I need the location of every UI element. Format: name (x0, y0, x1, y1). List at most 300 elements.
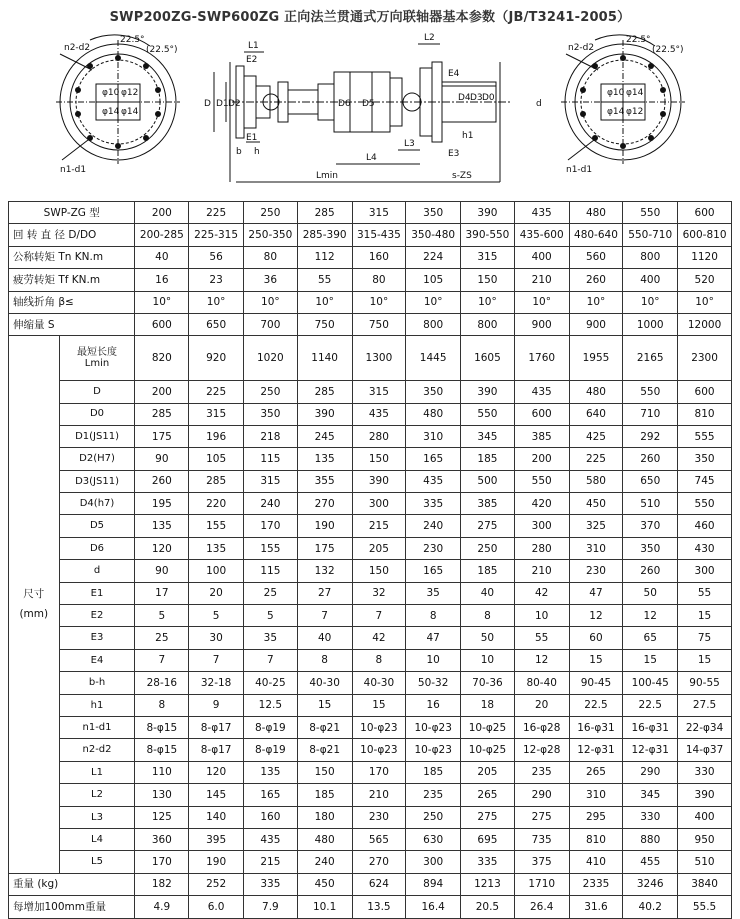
right-mark-2: φ14 (626, 88, 644, 98)
value-cell: 185 (406, 761, 461, 783)
value-cell: 8-φ17 (189, 717, 244, 739)
row-label-cell: 轴线折角 β≤ (9, 291, 135, 313)
value-cell: 8-φ19 (244, 717, 298, 739)
value-cell: 30 (189, 627, 244, 649)
value-cell: 50 (461, 627, 515, 649)
value-cell: 165 (406, 448, 461, 470)
dim-L2: L2 (424, 33, 435, 43)
table-row (9, 649, 732, 671)
value-cell: 10-φ23 (352, 739, 406, 761)
value-cell: 315-435 (352, 224, 406, 246)
value-cell: 265 (569, 761, 623, 783)
table-row (9, 336, 732, 381)
value-cell: 810 (678, 403, 732, 425)
table-row (9, 582, 732, 604)
value-cell: 230 (406, 537, 461, 559)
value-cell: 385 (461, 493, 515, 515)
value-cell: 42 (352, 627, 406, 649)
value-cell: 600 (514, 403, 569, 425)
value-cell: 580 (569, 470, 623, 492)
dim-D3: D3 (470, 93, 483, 103)
value-cell: 2335 (569, 873, 623, 895)
value-cell: 550 (514, 470, 569, 492)
value-cell: 230 (352, 806, 406, 828)
value-cell: 3246 (623, 873, 678, 895)
table-row (9, 493, 732, 515)
sub-label-cell: D5 (59, 515, 135, 537)
value-cell: 10° (135, 291, 189, 313)
value-cell: 17 (135, 582, 189, 604)
value-cell: 880 (623, 828, 678, 850)
value-cell: 225 (189, 381, 244, 403)
value-cell: 390 (297, 403, 352, 425)
value-cell: 210 (514, 560, 569, 582)
value-cell: 1120 (678, 246, 732, 268)
value-cell: 1000 (623, 313, 678, 335)
value-cell: 290 (623, 761, 678, 783)
value-cell: 20.5 (461, 896, 515, 918)
value-cell: 335 (406, 493, 461, 515)
left-mark-2: φ12 (121, 88, 139, 98)
dim-D5: D5 (362, 99, 375, 109)
value-cell: 100 (189, 560, 244, 582)
table-row (9, 448, 732, 470)
value-cell: 350 (406, 381, 461, 403)
right-mark-1: φ10 (607, 88, 625, 98)
left-angle-label: 22.5° (120, 35, 145, 45)
value-cell: 36 (244, 269, 298, 291)
value-cell: 135 (297, 448, 352, 470)
value-cell: 435 (514, 202, 569, 224)
value-cell: 13.5 (352, 896, 406, 918)
value-cell: 20 (189, 582, 244, 604)
value-cell: 5 (189, 605, 244, 627)
table-row (9, 313, 732, 335)
left-bolt-spec-label: n1-d1 (60, 165, 87, 175)
value-cell: 315 (461, 246, 515, 268)
value-cell: 150 (297, 761, 352, 783)
value-cell: 315 (352, 381, 406, 403)
value-cell: 225 (569, 448, 623, 470)
table-row (9, 269, 732, 291)
row-label-cell: 伸缩量 S (9, 313, 135, 335)
table-row (9, 381, 732, 403)
value-cell: 400 (623, 269, 678, 291)
dimension-group-cell (9, 336, 60, 873)
table-row (9, 537, 732, 559)
value-cell: 135 (189, 537, 244, 559)
value-cell: 160 (244, 806, 298, 828)
value-cell: 125 (135, 806, 189, 828)
value-cell: 42 (514, 582, 569, 604)
value-cell: 300 (352, 493, 406, 515)
table-row (9, 851, 732, 873)
value-cell: 200 (135, 381, 189, 403)
value-cell: 310 (569, 537, 623, 559)
value-cell: 350 (244, 403, 298, 425)
value-cell: 12-φ28 (514, 739, 569, 761)
value-cell: 130 (135, 784, 189, 806)
value-cell: 7 (352, 605, 406, 627)
value-cell: 12-φ31 (569, 739, 623, 761)
value-cell: 710 (623, 403, 678, 425)
value-cell: 115 (244, 560, 298, 582)
value-cell: 25 (135, 627, 189, 649)
value-cell: 165 (244, 784, 298, 806)
value-cell: 235 (514, 761, 569, 783)
value-cell: 225 (189, 202, 244, 224)
value-cell: 40-30 (352, 672, 406, 694)
value-cell: 135 (244, 761, 298, 783)
value-cell: 435-600 (514, 224, 569, 246)
dim-E4: E4 (448, 69, 460, 79)
value-cell: 40 (135, 246, 189, 268)
value-cell: 650 (623, 470, 678, 492)
value-cell: 170 (352, 761, 406, 783)
value-cell: 40-30 (297, 672, 352, 694)
value-cell: 12 (623, 605, 678, 627)
dim-L1: L1 (248, 41, 259, 51)
value-cell: 1445 (406, 336, 461, 381)
value-cell: 355 (297, 470, 352, 492)
table-row (9, 470, 732, 492)
sub-label-cell: E1 (59, 582, 135, 604)
dim-Lmin: Lmin (316, 171, 338, 181)
value-cell: 285 (189, 470, 244, 492)
value-cell: 10-φ25 (461, 739, 515, 761)
dim-d: d (536, 99, 542, 109)
value-cell: 40-25 (244, 672, 298, 694)
value-cell: 16 (406, 694, 461, 716)
left-mark-3: φ14 (102, 107, 120, 117)
value-cell: 900 (514, 313, 569, 335)
value-cell: 820 (135, 336, 189, 381)
value-cell: 55 (297, 269, 352, 291)
dim-b: b (236, 147, 242, 157)
value-cell: 200 (514, 448, 569, 470)
right-angle-label: 22.5° (626, 35, 651, 45)
value-cell: 435 (406, 470, 461, 492)
value-cell: 47 (406, 627, 461, 649)
value-cell: 180 (297, 806, 352, 828)
right-hole-spec-label: n2-d2 (568, 43, 595, 53)
value-cell: 8 (297, 649, 352, 671)
right-angle-label-2: (22.5°) (652, 45, 684, 55)
value-cell: 10-φ23 (406, 717, 461, 739)
value-cell: 335 (461, 851, 515, 873)
value-cell: 22-φ34 (678, 717, 732, 739)
value-cell: 10 (406, 649, 461, 671)
min-length-symbol: Lmin (84, 358, 110, 370)
value-cell: 390 (461, 381, 515, 403)
value-cell: 550 (461, 403, 515, 425)
value-cell: 275 (461, 806, 515, 828)
sub-label-cell: L5 (59, 851, 135, 873)
specification-table (8, 201, 732, 919)
right-bolt-spec-label: n1-d1 (566, 165, 593, 175)
sub-label-cell: E4 (59, 649, 135, 671)
value-cell: 80 (244, 246, 298, 268)
value-cell: 50-32 (406, 672, 461, 694)
value-cell: 10° (189, 291, 244, 313)
value-cell: 1605 (461, 336, 515, 381)
value-cell: 185 (461, 448, 515, 470)
sub-label-cell: D4(h7) (59, 493, 135, 515)
value-cell: 650 (189, 313, 244, 335)
value-cell: 1760 (514, 336, 569, 381)
value-cell: 10° (569, 291, 623, 313)
value-cell: 225-315 (189, 224, 244, 246)
value-cell: 550-710 (623, 224, 678, 246)
value-cell: 345 (461, 425, 515, 447)
value-cell: 745 (678, 470, 732, 492)
value-cell: 27 (297, 582, 352, 604)
value-cell: 80 (352, 269, 406, 291)
value-cell: 220 (189, 493, 244, 515)
value-cell: 175 (135, 425, 189, 447)
row-label-cell: 疲劳转矩 Tf KN.m (9, 269, 135, 291)
value-cell: 2165 (623, 336, 678, 381)
value-cell: 800 (623, 246, 678, 268)
value-cell: 600 (678, 381, 732, 403)
value-cell: 145 (189, 784, 244, 806)
value-cell: 35 (406, 582, 461, 604)
value-cell: 28-16 (135, 672, 189, 694)
value-cell: 1213 (461, 873, 515, 895)
value-cell: 12 (514, 649, 569, 671)
sub-label-cell: b-h (59, 672, 135, 694)
value-cell: 260 (623, 560, 678, 582)
value-cell: 894 (406, 873, 461, 895)
dim-h: h (254, 147, 260, 157)
value-cell: 150 (352, 448, 406, 470)
value-cell: 310 (406, 425, 461, 447)
value-cell: 10-φ23 (352, 717, 406, 739)
value-cell: 325 (569, 515, 623, 537)
value-cell: 90 (135, 560, 189, 582)
value-cell: 170 (244, 515, 298, 537)
table-row (9, 672, 732, 694)
value-cell: 480 (569, 381, 623, 403)
value-cell: 735 (514, 828, 569, 850)
value-cell: 245 (297, 425, 352, 447)
value-cell: 600-810 (678, 224, 732, 246)
dimension-group-label: 尺寸 (23, 587, 45, 600)
value-cell: 295 (569, 806, 623, 828)
value-cell: 210 (514, 269, 569, 291)
dim-D1: D1 (216, 99, 229, 109)
value-cell: 260 (623, 448, 678, 470)
value-cell: 630 (406, 828, 461, 850)
row-label-cell: 重量 (kg) (9, 873, 135, 895)
value-cell: 1140 (297, 336, 352, 381)
value-cell: 15 (352, 694, 406, 716)
value-cell: 435 (244, 828, 298, 850)
value-cell: 190 (189, 851, 244, 873)
value-cell: 15 (623, 649, 678, 671)
value-cell: 420 (514, 493, 569, 515)
value-cell: 90-55 (678, 672, 732, 694)
row-label-cell: 每增加100mm重量 (9, 896, 135, 918)
value-cell: 10° (297, 291, 352, 313)
sub-label-cell: D2(H7) (59, 448, 135, 470)
value-cell: 640 (569, 403, 623, 425)
sub-label-cell: L3 (59, 806, 135, 828)
value-cell: 1955 (569, 336, 623, 381)
value-cell: 10° (514, 291, 569, 313)
value-cell: 218 (244, 425, 298, 447)
sub-label-cell: h1 (59, 694, 135, 716)
table-row (9, 224, 732, 246)
value-cell: 4.9 (135, 896, 189, 918)
header-label-cell: SWP-ZG 型 (9, 202, 135, 224)
value-cell: 350 (406, 202, 461, 224)
value-cell: 165 (406, 560, 461, 582)
value-cell: 624 (352, 873, 406, 895)
value-cell: 135 (135, 515, 189, 537)
value-cell: 565 (352, 828, 406, 850)
value-cell: 435 (352, 403, 406, 425)
sub-label-cell: E3 (59, 627, 135, 649)
row-label-cell: 回 转 直 径 D/DO (9, 224, 135, 246)
value-cell: 56 (189, 246, 244, 268)
value-cell: 800 (406, 313, 461, 335)
value-cell: 3840 (678, 873, 732, 895)
value-cell: 315 (244, 470, 298, 492)
value-cell: 275 (514, 806, 569, 828)
value-cell: 270 (352, 851, 406, 873)
value-cell: 7 (297, 605, 352, 627)
dim-E1: E1 (246, 133, 258, 143)
table-row (9, 560, 732, 582)
value-cell: 12 (569, 605, 623, 627)
coupling-technical-drawing (0, 22, 740, 192)
table-row (9, 739, 732, 761)
value-cell: 350 (678, 448, 732, 470)
value-cell: 285-390 (297, 224, 352, 246)
value-cell: 8-φ19 (244, 739, 298, 761)
dim-D0: D0 (482, 93, 495, 103)
value-cell: 280 (352, 425, 406, 447)
value-cell: 550 (623, 202, 678, 224)
table-row (9, 761, 732, 783)
value-cell: 31.6 (569, 896, 623, 918)
value-cell: 40 (461, 582, 515, 604)
right-mark-3: φ14 (607, 107, 625, 117)
value-cell: 105 (406, 269, 461, 291)
value-cell: 370 (623, 515, 678, 537)
table-row (9, 784, 732, 806)
value-cell: 330 (623, 806, 678, 828)
value-cell: 510 (623, 493, 678, 515)
value-cell: 50 (623, 582, 678, 604)
dim-E2: E2 (246, 55, 258, 65)
value-cell: 350-480 (406, 224, 461, 246)
value-cell: 252 (189, 873, 244, 895)
dim-S: s-ZS (452, 171, 472, 181)
value-cell: 175 (297, 537, 352, 559)
value-cell: 315 (352, 202, 406, 224)
sub-label-cell: D6 (59, 537, 135, 559)
value-cell: 285 (297, 381, 352, 403)
value-cell: 400 (514, 246, 569, 268)
value-cell: 550 (678, 493, 732, 515)
value-cell: 375 (514, 851, 569, 873)
left-mark-1: φ10 (102, 88, 120, 98)
table-row (9, 627, 732, 649)
value-cell: 425 (569, 425, 623, 447)
value-cell: 16.4 (406, 896, 461, 918)
table-row (9, 425, 732, 447)
left-hole-spec-label: n2-d2 (64, 43, 91, 53)
value-cell: 560 (569, 246, 623, 268)
table-row (9, 717, 732, 739)
value-cell: 22.5 (623, 694, 678, 716)
value-cell: 520 (678, 269, 732, 291)
value-cell: 40.2 (623, 896, 678, 918)
value-cell: 2300 (678, 336, 732, 381)
value-cell: 14-φ37 (678, 739, 732, 761)
value-cell: 435 (514, 381, 569, 403)
value-cell: 455 (623, 851, 678, 873)
value-cell: 215 (352, 515, 406, 537)
document-title: SWP200ZG-SWP600ZG 正向法兰贯通式万向联轴器基本参数（JB/T3241-2005） (109, 10, 631, 25)
value-cell: 5 (135, 605, 189, 627)
value-cell: 235 (406, 784, 461, 806)
value-cell: 224 (406, 246, 461, 268)
value-cell: 10° (623, 291, 678, 313)
value-cell: 8 (406, 605, 461, 627)
value-cell: 240 (406, 515, 461, 537)
sub-label-cell (59, 336, 135, 381)
value-cell: 10-φ25 (461, 717, 515, 739)
value-cell: 10 (461, 649, 515, 671)
value-cell: 695 (461, 828, 515, 850)
value-cell: 800 (461, 313, 515, 335)
value-cell: 460 (678, 515, 732, 537)
value-cell: 210 (352, 784, 406, 806)
sub-label-cell: L4 (59, 828, 135, 850)
value-cell: 292 (623, 425, 678, 447)
coupling-side-view (214, 44, 510, 182)
value-cell: 7.9 (244, 896, 298, 918)
value-cell: 20 (514, 694, 569, 716)
value-cell: 18 (461, 694, 515, 716)
value-cell: 360 (135, 828, 189, 850)
table-row (9, 605, 732, 627)
value-cell: 16-φ31 (623, 717, 678, 739)
value-cell: 182 (135, 873, 189, 895)
table-row (9, 896, 732, 918)
value-cell: 900 (569, 313, 623, 335)
value-cell: 32 (352, 582, 406, 604)
sub-label-cell: d (59, 560, 135, 582)
value-cell: 335 (244, 873, 298, 895)
sub-label-cell: n1-d1 (59, 717, 135, 739)
value-cell: 8-φ15 (135, 739, 189, 761)
value-cell: 10 (514, 605, 569, 627)
value-cell: 155 (244, 537, 298, 559)
dim-D6: D6 (338, 99, 351, 109)
value-cell: 250 (461, 537, 515, 559)
min-length-label: 最短长度 (77, 346, 118, 358)
value-cell: 15 (678, 649, 732, 671)
value-cell: 290 (514, 784, 569, 806)
value-cell: 390 (352, 470, 406, 492)
value-cell: 55 (514, 627, 569, 649)
dim-L4: L4 (366, 153, 377, 163)
value-cell: 195 (135, 493, 189, 515)
